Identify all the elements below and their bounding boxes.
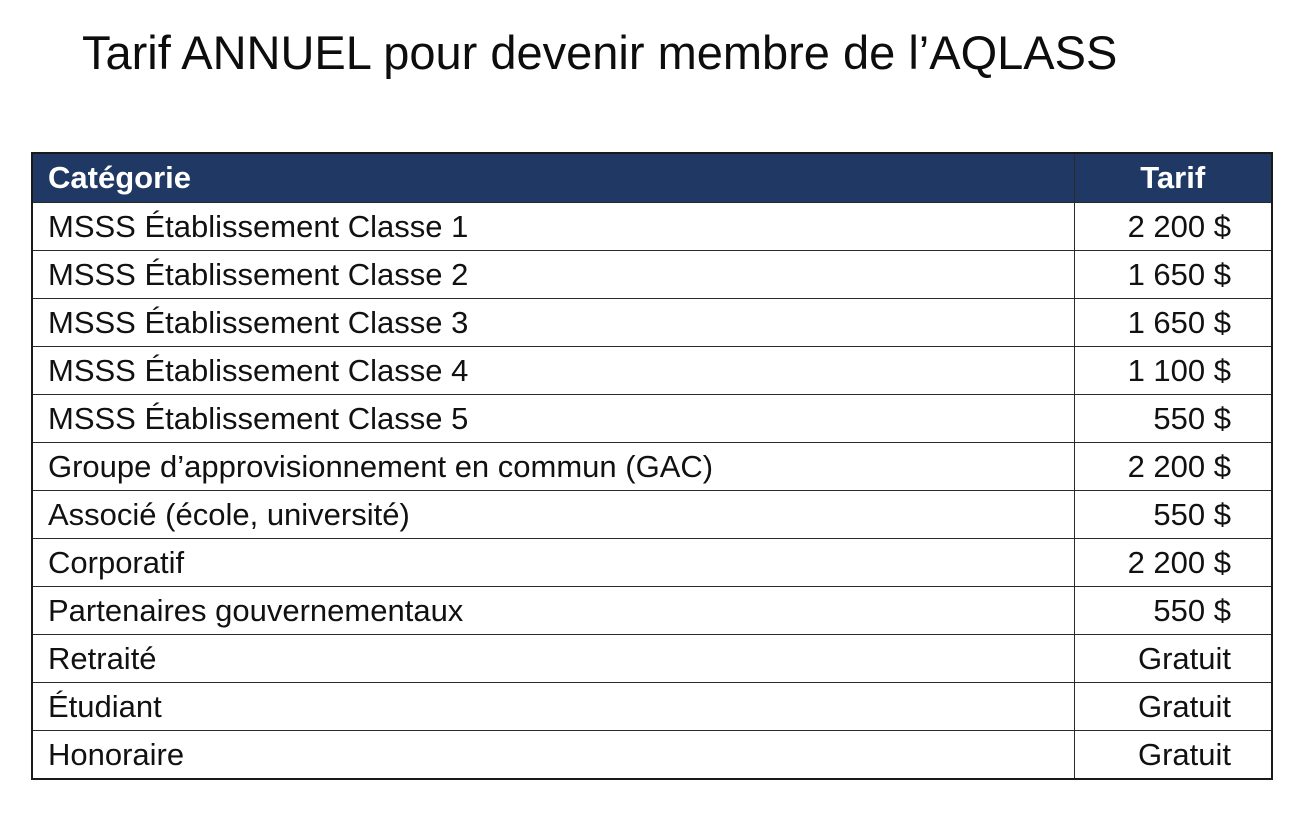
table-row (32, 491, 1272, 539)
price-cell: 1 100 $ (1074, 347, 1272, 395)
category-cell: MSSS Établissement Classe 3 (32, 299, 1074, 347)
category-cell: MSSS Établissement Classe 5 (32, 395, 1074, 443)
category-cell: MSSS Établissement Classe 4 (32, 347, 1074, 395)
price-cell: 1 650 $ (1074, 251, 1272, 299)
table-row (32, 731, 1272, 780)
membership-fee-table (31, 152, 1273, 780)
price-cell: Gratuit (1074, 683, 1272, 731)
category-cell: Honoraire (32, 731, 1074, 780)
table-row (32, 683, 1272, 731)
category-cell: Étudiant (32, 683, 1074, 731)
table-row (32, 251, 1272, 299)
price-cell: 550 $ (1074, 587, 1272, 635)
page-title: Tarif ANNUEL pour devenir membre de l’AQLASS (82, 26, 1118, 79)
price-cell: 1 650 $ (1074, 299, 1272, 347)
price-cell: 2 200 $ (1074, 203, 1272, 251)
table-row (32, 587, 1272, 635)
category-cell: Partenaires gouvernementaux (32, 587, 1074, 635)
category-cell: Associé (école, université) (32, 491, 1074, 539)
category-cell: MSSS Établissement Classe 1 (32, 203, 1074, 251)
price-cell: 2 200 $ (1074, 539, 1272, 587)
table-row (32, 203, 1272, 251)
price-cell: Gratuit (1074, 731, 1272, 780)
category-cell: Retraité (32, 635, 1074, 683)
price-cell: 2 200 $ (1074, 443, 1272, 491)
column-header-price: Tarif (1074, 153, 1272, 203)
table-row (32, 395, 1272, 443)
price-cell: Gratuit (1074, 635, 1272, 683)
table-row (32, 299, 1272, 347)
table-header-row (32, 153, 1272, 203)
table-row (32, 347, 1272, 395)
table-row (32, 443, 1272, 491)
table-row (32, 635, 1272, 683)
price-cell: 550 $ (1074, 491, 1272, 539)
category-cell: MSSS Établissement Classe 2 (32, 251, 1074, 299)
table-row (32, 539, 1272, 587)
column-header-category: Catégorie (32, 153, 1074, 203)
price-cell: 550 $ (1074, 395, 1272, 443)
category-cell: Groupe d’approvisionnement en commun (GAC) (32, 443, 1074, 491)
category-cell: Corporatif (32, 539, 1074, 587)
